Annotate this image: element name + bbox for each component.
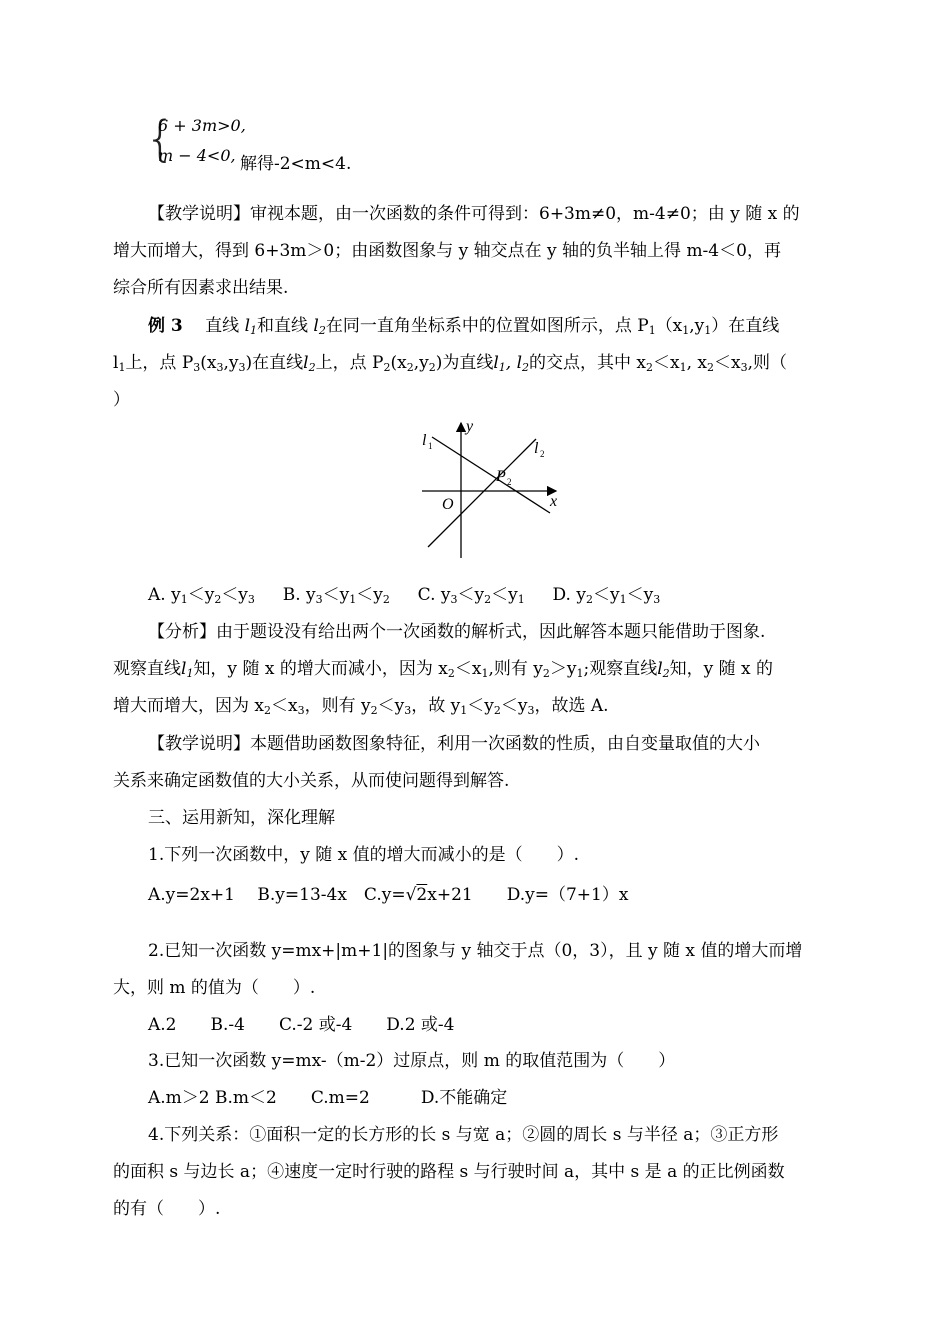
question1-options: A.y=2x+1 B.y=13-4x C.y=√2x+21 D.y=（7+1）x xyxy=(148,885,629,905)
y-axis-label: y xyxy=(466,418,474,435)
example3-options: A. $y_1<y_2<y_3$ B. $y_3<y_1<y_2$ C. $y_3<y_2<y_1$ D. $y_2<y_1<y_3$ xyxy=(148,585,661,606)
note1-line3: 综合所有因素求出结果. xyxy=(113,278,289,298)
question2-line2: 大，则 m 的值为（ ）. xyxy=(113,978,316,998)
l1-label-sub: 1 xyxy=(428,441,433,451)
coordinate-graph xyxy=(410,415,570,565)
section-heading: 三、运用新知，深化理解 xyxy=(148,808,335,828)
note1-line1: 【教学说明】审视本题，由一次函数的条件可得到：6+3m≠0，m-4≠0；由 y 随 x 的 xyxy=(148,204,800,224)
example3-line3: ） xyxy=(113,390,130,410)
l1-label: l xyxy=(422,432,427,449)
p2-label-sub: 2 xyxy=(507,477,512,487)
system-eq1: 6 + 3m>0, xyxy=(158,116,246,135)
analysis-line3: 增大而增大，因为 $x_2<x_3$，则有 $y_2<y_3$，故 $y_1<y_2<y_3$，故选 A. xyxy=(113,696,609,717)
analysis-line1: 【分析】由于题设没有给出两个一次函数的解析式，因此解答本题只能借助于图象. xyxy=(148,622,766,642)
sqrt-symbol: √2 xyxy=(405,885,428,905)
analysis-line2: 观察直线$l_1$知，y 随 x 的增大而减小，因为 $x_2<x_1$,则有 $y_2>y_1$;观察直线$l_2$知，y 随 x 的 xyxy=(113,659,774,680)
question4-line3: 的有（ ）. xyxy=(113,1199,221,1219)
example3-line1: 例 3 直线 $l_1$和直线 $l_2$在同一直角坐标系中的位置如图所示，点 $P_1(x_1,y_1)$在直线 xyxy=(148,316,780,337)
x-axis-label: x xyxy=(550,493,558,510)
system-result: 解得-2<m<4. xyxy=(240,154,352,174)
note2-line1: 【教学说明】本题借助函数图象特征，利用一次函数的性质，由自变量取值的大小 xyxy=(148,734,760,754)
note2-line2: 关系来确定函数值的大小关系，从而使问题得到解答. xyxy=(113,771,510,791)
system-brace: { xyxy=(145,111,176,167)
note1-line2: 增大而增大，得到 6+3m＞0；由函数图象与 y 轴交点在 y 轴的负半轴上得 m-4＜0，再 xyxy=(113,241,781,261)
question3-options: A.m＞2 B.m＜2 C.m=2 D.不能确定 xyxy=(148,1088,508,1108)
system-eq2: m − 4<0, xyxy=(158,146,236,165)
question1: 1.下列一次函数中，y 随 x 值的增大而减小的是（ ）. xyxy=(148,845,580,865)
l2-label-sub: 2 xyxy=(540,449,545,459)
question3: 3.已知一次函数 y=mx-（m-2）过原点，则 m 的取值范围为（ ） xyxy=(148,1051,676,1071)
l2-label: l xyxy=(534,440,539,457)
question2-options: A.2 B.-4 C.-2 或-4 D.2 或-4 xyxy=(148,1015,455,1035)
question4-line2: 的面积 s 与边长 a；④速度一定时行驶的路程 s 与行驶时间 a，其中 s 是 a 的正比例函数 xyxy=(113,1162,785,1182)
origin-label: O xyxy=(442,496,454,513)
example3-line2: $l_1$上，点 $P_3(x_3,y_3)$在直线$l_2$上，点 $P_2(x_2,y_2)$为直线$l_1$, $l_2$的交点，其中 $x_2<x_1$, $x_2<x_3$,则（ xyxy=(113,353,788,374)
question2-line1: 2.已知一次函数 y=mx+|m+1|的图象与 y 轴交于点（0，3），且 y 随 x 值的增大而增 xyxy=(148,941,803,961)
question4-line1: 4.下列关系：①面积一定的长方形的长 s 与宽 a；②圆的周长 s 与半径 a；③正方形 xyxy=(148,1125,779,1145)
p2-label: P xyxy=(496,468,506,485)
example3-label: 例 3 xyxy=(148,316,183,336)
